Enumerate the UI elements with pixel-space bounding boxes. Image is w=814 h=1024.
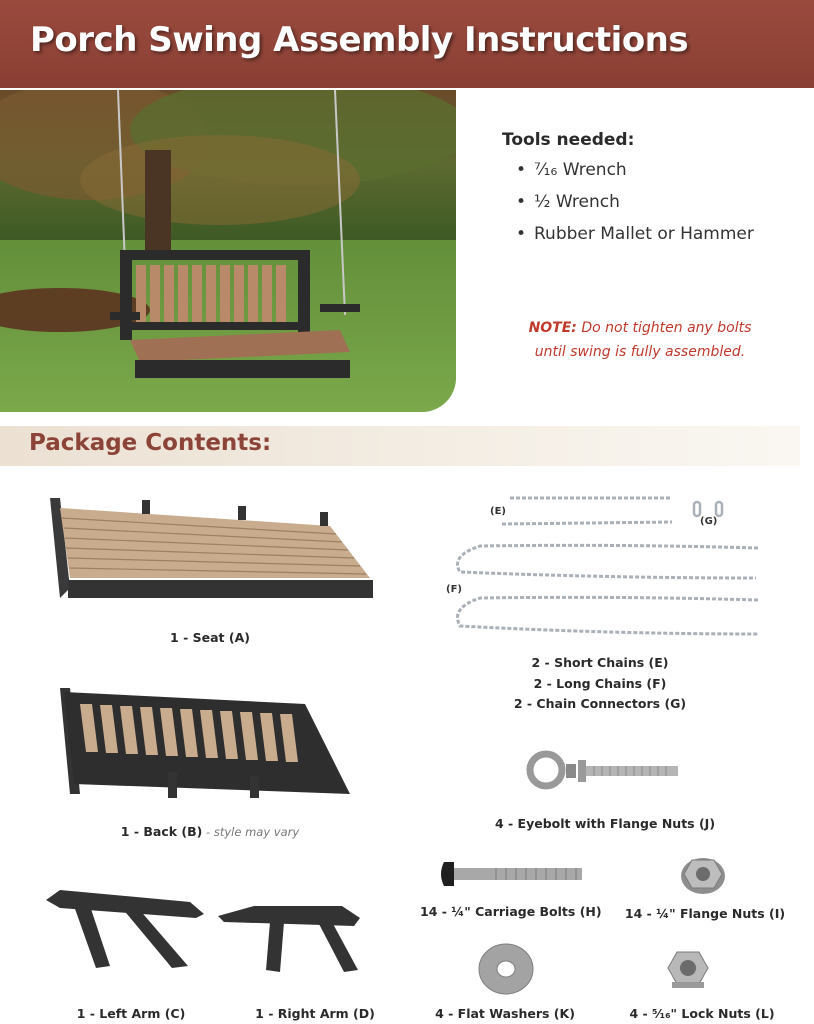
carriage-bolt-image xyxy=(436,856,586,892)
lock-nut-image xyxy=(666,946,710,992)
header-bar xyxy=(0,0,814,88)
right-arm-caption: 1 - Right Arm (D) xyxy=(255,1006,375,1021)
back-caption-label: 1 - Back (B) xyxy=(120,824,203,839)
eyebolt-image xyxy=(520,744,690,804)
left-arm-caption: 1 - Left Arm (C) xyxy=(76,1006,186,1021)
chain-label-g: (G) xyxy=(700,516,718,527)
chain-label-e: (E) xyxy=(490,506,506,517)
flat-washers-caption: 4 - Flat Washers (K) xyxy=(435,1006,575,1021)
back-image xyxy=(50,684,360,802)
tools-needed-section xyxy=(502,130,802,256)
seat-caption: 1 - Seat (A) xyxy=(170,630,250,645)
left-arm-image xyxy=(40,886,210,976)
flat-washer-image xyxy=(476,942,536,996)
tools-list xyxy=(502,160,802,256)
package-contents-band xyxy=(0,426,800,466)
back-style-note: - style may vary xyxy=(202,825,300,839)
note-label: NOTE: xyxy=(528,320,577,336)
note-text-line1: Do not tighten any bolts xyxy=(576,320,752,336)
note-text-line2: until swing is fully assembled. xyxy=(534,344,746,360)
list-item: • ⁷⁄₁₆ Wrench xyxy=(502,160,802,192)
short-chains-caption: 2 - Short Chains (E) xyxy=(531,655,669,670)
page-title: Porch Swing Assembly Instructions xyxy=(30,20,689,60)
package-contents-heading: Package Contents: xyxy=(29,430,272,456)
porch-swing-photo xyxy=(0,90,456,412)
flange-nuts-caption: 14 - ¼" Flange Nuts (I) xyxy=(624,906,786,921)
list-item: • Rubber Mallet or Hammer xyxy=(502,224,802,256)
right-arm-image xyxy=(214,896,374,982)
lock-nuts-caption: 4 - ⁵⁄₁₆" Lock Nuts (L) xyxy=(629,1006,775,1021)
carriage-bolts-caption: 14 - ¼" Carriage Bolts (H) xyxy=(420,904,602,919)
seat-image xyxy=(40,488,380,618)
assembly-note xyxy=(500,316,780,364)
chain-label-f: (F) xyxy=(446,584,462,595)
back-caption xyxy=(40,824,380,839)
flange-nut-image xyxy=(678,850,728,896)
chain-connectors-caption: 2 - Chain Connectors (G) xyxy=(513,696,687,711)
long-chains-caption: 2 - Long Chains (F) xyxy=(533,676,667,691)
list-item: • ½ Wrench xyxy=(502,192,802,224)
eyebolt-caption: 4 - Eyebolt with Flange Nuts (J) xyxy=(494,816,716,831)
tools-heading: Tools needed: xyxy=(502,130,635,150)
